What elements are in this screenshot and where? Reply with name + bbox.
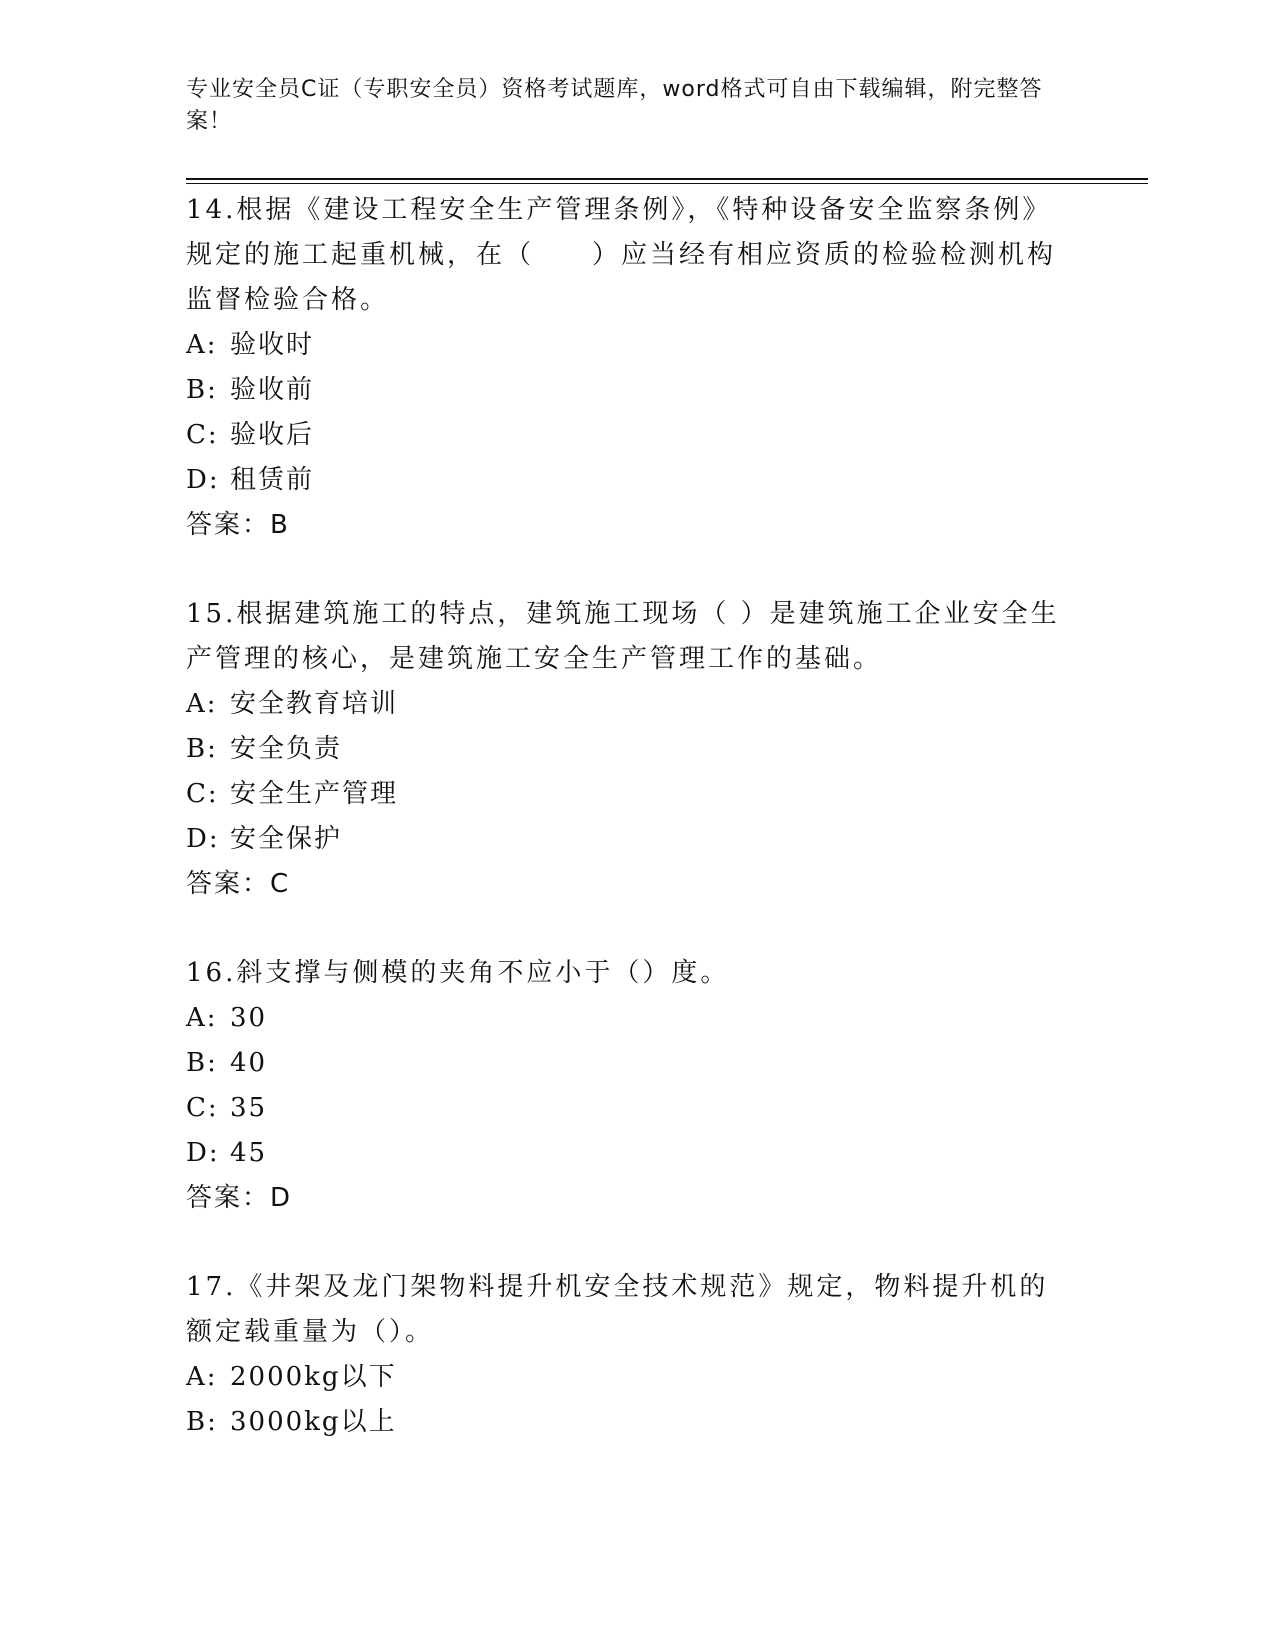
option-text: 2000kg以下 [230,1362,397,1392]
option-letter: B: [186,734,218,764]
question-stem: 16.斜支撑与侧模的夹角不应小于（）度。 [186,958,730,988]
option-letter: B: [186,1048,218,1078]
question-stem: 15.根据建筑施工的特点，建筑施工现场（ ）是建筑施工企业安全生产管理的核心，是建筑施工安全生产管理工作的基础。 [186,599,1060,674]
option-b [186,727,1066,772]
option-text: 安全教育培训 [230,689,399,719]
option-text: 3000kg以上 [230,1407,397,1437]
document-header: 专业安全员C证（专职安全员）资格考试题库，word格式可自由下载编辑，附完整答案！ [186,77,1043,134]
question-15 [186,592,1066,907]
option-text: 租赁前 [230,465,315,495]
option-a [186,323,1066,368]
option-letter: A: [186,330,218,360]
option-letter: C: [186,779,219,809]
option-text: 40 [230,1048,268,1078]
option-a [186,682,1066,727]
option-text: 验收时 [230,330,315,360]
option-b [186,368,1066,413]
answer-line: 答案：D [186,1183,293,1213]
option-letter: D: [186,824,220,854]
option-c [186,772,1066,817]
answer-line: 答案：C [186,869,291,899]
option-a [186,996,1066,1041]
option-letter: A: [186,689,218,719]
option-text: 35 [230,1093,268,1123]
option-letter: C: [186,420,219,450]
option-d [186,458,1066,503]
question-16 [186,951,1066,1221]
question-list [186,188,1066,1489]
option-d [186,1131,1066,1176]
option-text: 45 [230,1138,268,1168]
question-17 [186,1265,1066,1445]
option-text: 安全保护 [230,824,343,854]
question-14 [186,188,1066,548]
option-text: 验收前 [230,375,315,405]
option-text: 验收后 [230,420,315,450]
option-letter: A: [186,1362,218,1392]
option-letter: C: [186,1093,219,1123]
option-letter: D: [186,1138,220,1168]
option-b [186,1400,1066,1445]
option-text: 安全生产管理 [230,779,399,809]
header-rule-thick [186,178,1148,180]
option-c [186,413,1066,458]
option-letter: A: [186,1003,218,1033]
option-letter: B: [186,1407,218,1437]
question-stem: 17.《井架及龙门架物料提升机安全技术规范》规定，物料提升机的额定载重量为（）。 [186,1272,1049,1347]
option-d [186,817,1066,862]
option-text: 安全负责 [230,734,343,764]
option-b [186,1041,1066,1086]
option-letter: B: [186,375,218,405]
option-c [186,1086,1066,1131]
question-stem: 14.根据《建设工程安全生产管理条例》，《特种设备安全监察条例》规定的施工起重机械，在（ ）应当经有相应资质的检验检测机构监督检验合格。 [186,195,1057,315]
option-a [186,1355,1066,1400]
option-text: 30 [230,1003,268,1033]
header-rule-thin [186,183,1148,184]
answer-line: 答案：B [186,510,290,540]
option-letter: D: [186,465,220,495]
